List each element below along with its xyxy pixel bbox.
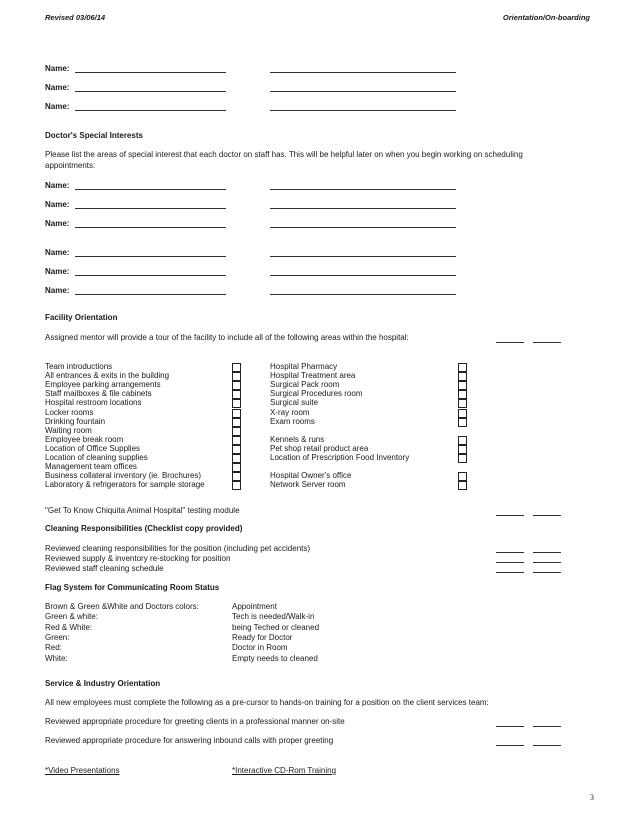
flag-heading: Flag System for Communicating Room Status xyxy=(45,583,220,592)
facility-item: All entrances & exits in the building xyxy=(45,371,170,381)
facility-checkbox[interactable] xyxy=(232,418,241,427)
interest-field[interactable] xyxy=(270,91,456,92)
facility-checkbox[interactable] xyxy=(232,463,241,472)
facility-checkbox[interactable] xyxy=(232,381,241,390)
flag-meaning: Empty needs to cleaned xyxy=(232,653,318,663)
facility-item: Exam rooms xyxy=(270,416,315,426)
facility-item: Pet shop retail product area xyxy=(270,443,369,453)
facility-heading: Facility Orientation xyxy=(45,313,118,322)
doctor-interests-heading: Doctor's Special Interests xyxy=(45,131,143,140)
facility-item: Drinking fountain xyxy=(45,416,106,426)
doctor-interests-intro: Please list the areas of special interest that each doctor on staff has. This will be helpful later on when you begin working on scheduling xyxy=(45,150,523,159)
facility-checkbox[interactable] xyxy=(458,390,467,399)
facility-checkbox[interactable] xyxy=(232,409,241,418)
facility-item: Laboratory & refrigerators for sample storage xyxy=(45,480,205,490)
flag-color: Green & white: xyxy=(45,612,98,622)
flag-color: Green: xyxy=(45,632,70,642)
flag-color: Brown & Green &White and Doctors colors: xyxy=(45,602,199,611)
flag-color: Red: xyxy=(45,643,62,653)
interest-field[interactable] xyxy=(270,294,456,295)
facility-checkbox[interactable] xyxy=(458,454,467,463)
facility-intro: Assigned mentor will provide a tour of the facility to include all of the following areas within the hospital: xyxy=(45,333,409,342)
facility-checkbox[interactable] xyxy=(232,427,241,436)
facility-item: X-ray room xyxy=(270,407,310,417)
facility-item: Network Server room xyxy=(270,480,346,490)
facility-item: Kennels & runs xyxy=(270,434,325,444)
page-number: 3 xyxy=(590,793,594,802)
facility-item: Team introductions xyxy=(45,362,113,371)
name-field[interactable] xyxy=(75,256,226,257)
revised-date: Revised 03/06/14 xyxy=(45,13,106,22)
name-label: Name: xyxy=(45,102,70,111)
facility-item: Business collateral inventory (ie. Brochures) xyxy=(45,471,202,481)
name-field[interactable] xyxy=(75,110,226,111)
signoff-line[interactable] xyxy=(496,552,524,553)
signoff-line[interactable] xyxy=(496,562,524,563)
facility-checkbox[interactable] xyxy=(232,481,241,490)
name-field[interactable] xyxy=(75,294,226,295)
facility-checkbox[interactable] xyxy=(232,436,241,445)
facility-item: Location of cleaning supplies xyxy=(45,453,148,462)
facility-checkbox[interactable] xyxy=(232,445,241,454)
facility-item: Hospital Treatment area xyxy=(270,371,356,381)
facility-checkbox[interactable] xyxy=(458,372,467,381)
name-field[interactable] xyxy=(75,72,226,73)
name-label: Name: xyxy=(45,200,70,209)
name-field[interactable] xyxy=(75,208,226,209)
facility-item: Location of Office Supplies xyxy=(45,443,141,453)
cleaning-heading: Cleaning Responsibilities (Checklist copy provided) xyxy=(45,524,243,533)
facility-item: Management team offices xyxy=(45,462,137,472)
signoff-line[interactable] xyxy=(496,342,524,343)
interest-field[interactable] xyxy=(270,227,456,228)
service-item: Reviewed appropriate procedure for greeting clients in a professional manner on-site xyxy=(45,717,345,726)
facility-checkbox[interactable] xyxy=(458,481,467,490)
interest-field[interactable] xyxy=(270,208,456,209)
facility-checkbox[interactable] xyxy=(232,390,241,399)
cdrom-training-link[interactable]: *Interactive CD-Rom Training xyxy=(232,766,337,775)
name-field[interactable] xyxy=(75,189,226,190)
interest-field[interactable] xyxy=(270,110,456,111)
facility-checkbox[interactable] xyxy=(458,409,467,418)
signoff-line[interactable] xyxy=(533,552,561,553)
section-title: Orientation/On-boarding xyxy=(502,13,590,22)
signoff-line[interactable] xyxy=(533,342,561,343)
name-field[interactable] xyxy=(75,275,226,276)
signoff-line[interactable] xyxy=(533,572,561,573)
service-item: Reviewed appropriate procedure for answering inbound calls with proper greeting xyxy=(45,736,334,745)
signoff-line[interactable] xyxy=(496,726,524,727)
flag-meaning: Appointment xyxy=(232,602,277,611)
facility-checkbox[interactable] xyxy=(458,436,467,445)
flag-meaning: Ready for Doctor xyxy=(232,632,293,642)
service-heading: Service & Industry Orientation xyxy=(45,679,161,688)
name-label: Name: xyxy=(45,83,70,92)
facility-item: Staff mailboxes & file cabinets xyxy=(45,389,152,399)
facility-checkbox[interactable] xyxy=(458,381,467,390)
video-presentations-link[interactable]: *Video Presentations xyxy=(45,766,120,775)
facility-item: Hospital Pharmacy xyxy=(270,362,338,371)
testing-module-label: "Get To Know Chiquita Animal Hospital" testing module xyxy=(45,506,240,515)
name-label: Name: xyxy=(45,219,70,228)
facility-item: Location of Prescription Food Inventory xyxy=(270,453,410,462)
cleaning-item: Reviewed supply & inventory re-stocking for position xyxy=(45,554,231,563)
name-label: Name: xyxy=(45,64,70,73)
flag-meaning: Tech is needed/Walk-in xyxy=(232,612,315,622)
name-label: Name: xyxy=(45,286,70,295)
facility-checkbox[interactable] xyxy=(458,472,467,481)
interest-field[interactable] xyxy=(270,256,456,257)
cleaning-item: Reviewed staff cleaning schedule xyxy=(45,564,164,573)
signoff-line[interactable] xyxy=(533,562,561,563)
flag-meaning: Doctor in Room xyxy=(232,643,288,653)
name-field[interactable] xyxy=(75,91,226,92)
facility-item: Hospital Owner's office xyxy=(270,471,352,481)
interest-field[interactable] xyxy=(270,72,456,73)
facility-checkbox[interactable] xyxy=(458,418,467,427)
signoff-line[interactable] xyxy=(496,572,524,573)
facility-checkbox[interactable] xyxy=(232,363,241,372)
signoff-line[interactable] xyxy=(533,726,561,727)
interest-field[interactable] xyxy=(270,189,456,190)
flag-color: Red & White: xyxy=(45,622,93,632)
facility-item: Locker rooms xyxy=(45,407,94,417)
facility-checkbox[interactable] xyxy=(232,454,241,463)
name-field[interactable] xyxy=(75,227,226,228)
facility-item: Waiting room xyxy=(45,425,92,435)
facility-item: Surgical Pack room xyxy=(270,380,340,390)
facility-item: Surgical suite xyxy=(270,398,319,408)
doctor-interests-intro-cont: appointments: xyxy=(45,161,96,170)
facility-item: Employee break room xyxy=(45,434,124,444)
facility-checkbox[interactable] xyxy=(232,372,241,381)
facility-checkbox[interactable] xyxy=(232,399,241,408)
facility-checkbox[interactable] xyxy=(232,472,241,481)
signoff-line[interactable] xyxy=(496,515,524,516)
name-label: Name: xyxy=(45,248,70,257)
facility-checkbox[interactable] xyxy=(458,399,467,408)
facility-item: Hospital restroom locations xyxy=(45,398,142,408)
name-label: Name: xyxy=(45,267,70,276)
facility-item: Employee parking arrangements xyxy=(45,380,161,390)
facility-item: Surgical Procedures room xyxy=(270,389,363,399)
signoff-line[interactable] xyxy=(496,745,524,746)
interest-field[interactable] xyxy=(270,275,456,276)
flag-color: White: xyxy=(45,653,68,663)
facility-checkbox[interactable] xyxy=(458,445,467,454)
facility-checkbox[interactable] xyxy=(458,363,467,372)
signoff-line[interactable] xyxy=(533,745,561,746)
name-label: Name: xyxy=(45,181,70,190)
signoff-line[interactable] xyxy=(533,515,561,516)
service-intro: All new employees must complete the following as a pre-cursor to hands-on training for a position on the client services team: xyxy=(45,698,489,707)
cleaning-item: Reviewed cleaning responsibilities for the position (including pet accidents) xyxy=(45,544,311,553)
flag-meaning: being Teched or cleaned xyxy=(232,622,320,632)
